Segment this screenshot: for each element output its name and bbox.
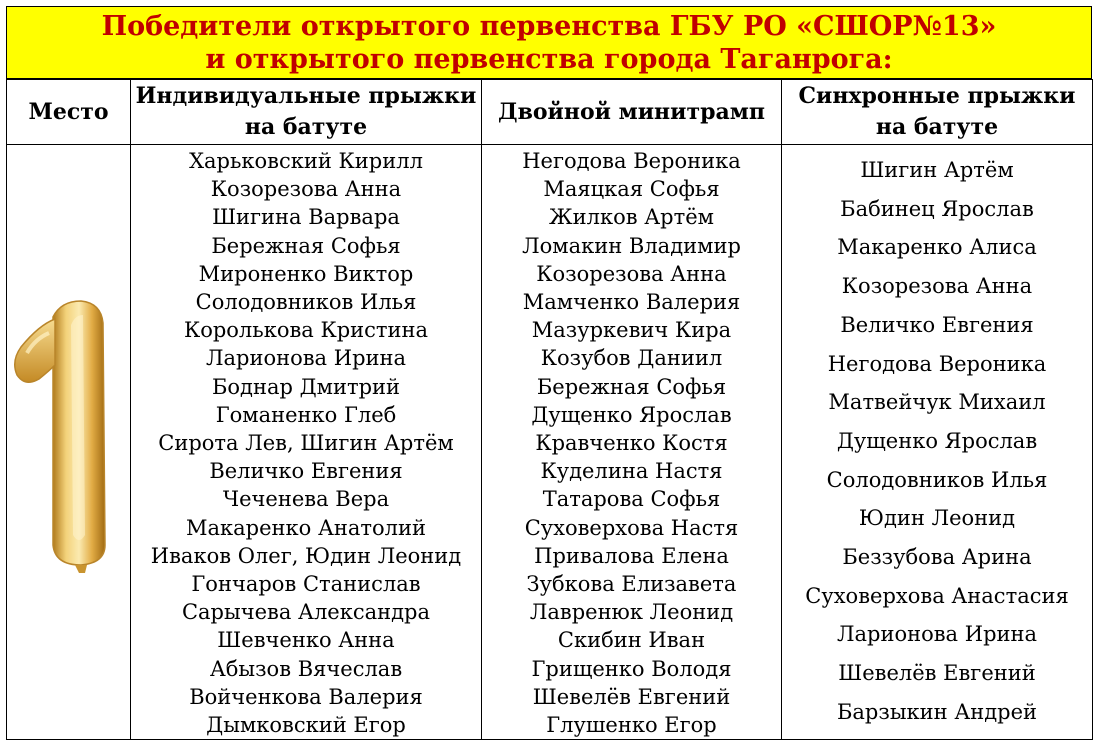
winners-table [6,79,1093,740]
winner-name: Бережная Софья [211,233,401,258]
number-one-balloon-icon [9,295,129,575]
title-line-2: и открытого первенства города Таганрога: [205,44,893,75]
winner-name: Гончаров Станислав [191,572,421,597]
winner-name: Матвейчук Михаил [828,390,1046,415]
winner-name: Лавренюк Леонид [529,600,734,625]
winner-name: Ларионова Ирина [836,622,1038,647]
winner-name: Грищенко Володя [531,656,732,681]
column-header-place: Место [7,80,131,145]
header-row [7,80,1093,145]
winner-name: Скибин Иван [557,628,706,653]
individual-winners-list [131,145,481,739]
winner-name: Шевченко Анна [217,628,395,653]
winner-name: Кравченко Костя [535,431,728,456]
winner-name: Боднар Дмитрий [211,374,401,399]
winner-name: Солодовников Илья [195,290,417,315]
winner-name: Мамченко Валерия [522,290,741,315]
winner-name: Солодовников Илья [826,467,1048,492]
winner-name: Ломакин Владимир [522,233,741,258]
winner-name: Королькова Кристина [183,318,429,343]
winner-name: Суховерхова Анастасия [805,583,1069,608]
winner-name: Татарова Софья [542,487,721,512]
winner-name: Зубкова Елизавета [526,572,737,597]
winner-name: Мироненко Виктор [198,261,414,286]
winner-name: Харьковский Кирилл [189,149,423,173]
double-mini-winners-list [482,145,781,739]
winner-name: Шевелёв Евгений [838,661,1036,686]
winner-name: Привалова Елена [534,543,729,568]
winner-name: Величко Евгения [840,312,1034,337]
column-header-individual: Индивидуальные прыжки на батуте [131,80,482,145]
winner-name: Барзыкин Андрей [836,699,1038,724]
first-place-row [7,145,1093,740]
winner-name: Бережная Софья [536,374,727,399]
winner-name: Дущенко Ярослав [531,402,732,427]
winner-name: Мазуркевич Кира [531,318,732,343]
winner-name: Войченкова Валерия [189,684,423,709]
winner-name: Ларионова Ирина [205,346,407,371]
winner-name: Величко Евгения [209,459,403,484]
column-header-synchro: Синхронные прыжки на батуте [782,80,1093,145]
winner-name: Сирота Лев, Шигин Артём [158,431,454,456]
winner-name: Шигина Варвара [212,205,400,230]
winner-name: Шигин Артём [860,158,1014,182]
winner-name: Шевелёв Евгений [532,684,731,709]
winner-name: Гоманенко Глеб [215,402,397,427]
winner-name: Юдин Леонид [858,506,1016,531]
winner-name: Куделина Настя [540,459,723,484]
winner-name: Бабинец Ярослав [840,196,1034,221]
individual-cell [131,145,482,740]
winner-name: Чеченева Вера [222,487,390,512]
winner-name: Козорезова Анна [536,261,727,286]
winner-name: Негодова Вероника [522,149,741,173]
winner-name: Маяцкая Софья [543,177,720,202]
winner-name: Жилков Артём [549,205,714,230]
winner-name: Сарычева Александра [181,600,431,625]
winner-name: Иваков Олег, Юдин Леонид [150,543,462,568]
title-line-1: Победители открытого первенства ГБУ РО «СШОР№13» [101,11,997,42]
winner-name: Козорезова Анна [210,177,402,202]
column-header-double-mini: Двойной минитрамп [482,80,782,145]
winner-name: Дымковский Егор [206,713,406,738]
winner-name: Негодова Вероника [827,351,1047,376]
double-mini-cell [482,145,782,740]
winner-name: Макаренко Анатолий [186,515,426,540]
winner-name: Дущенко Ярослав [836,428,1038,453]
winner-name: Козубов Даниил [540,346,723,371]
winner-name: Козорезова Анна [841,274,1033,299]
synchro-cell [782,145,1093,740]
winner-name: Абызов Вячеслав [209,656,403,681]
synchro-winners-list [782,145,1092,732]
winner-name: Глушенко Егор [546,713,717,738]
place-cell [7,145,131,740]
winner-name: Беззубова Арина [842,545,1032,570]
winner-name: Макаренко Алиса [837,235,1037,260]
title-banner [6,6,1092,79]
winner-name: Суховерхова Настя [524,515,739,540]
